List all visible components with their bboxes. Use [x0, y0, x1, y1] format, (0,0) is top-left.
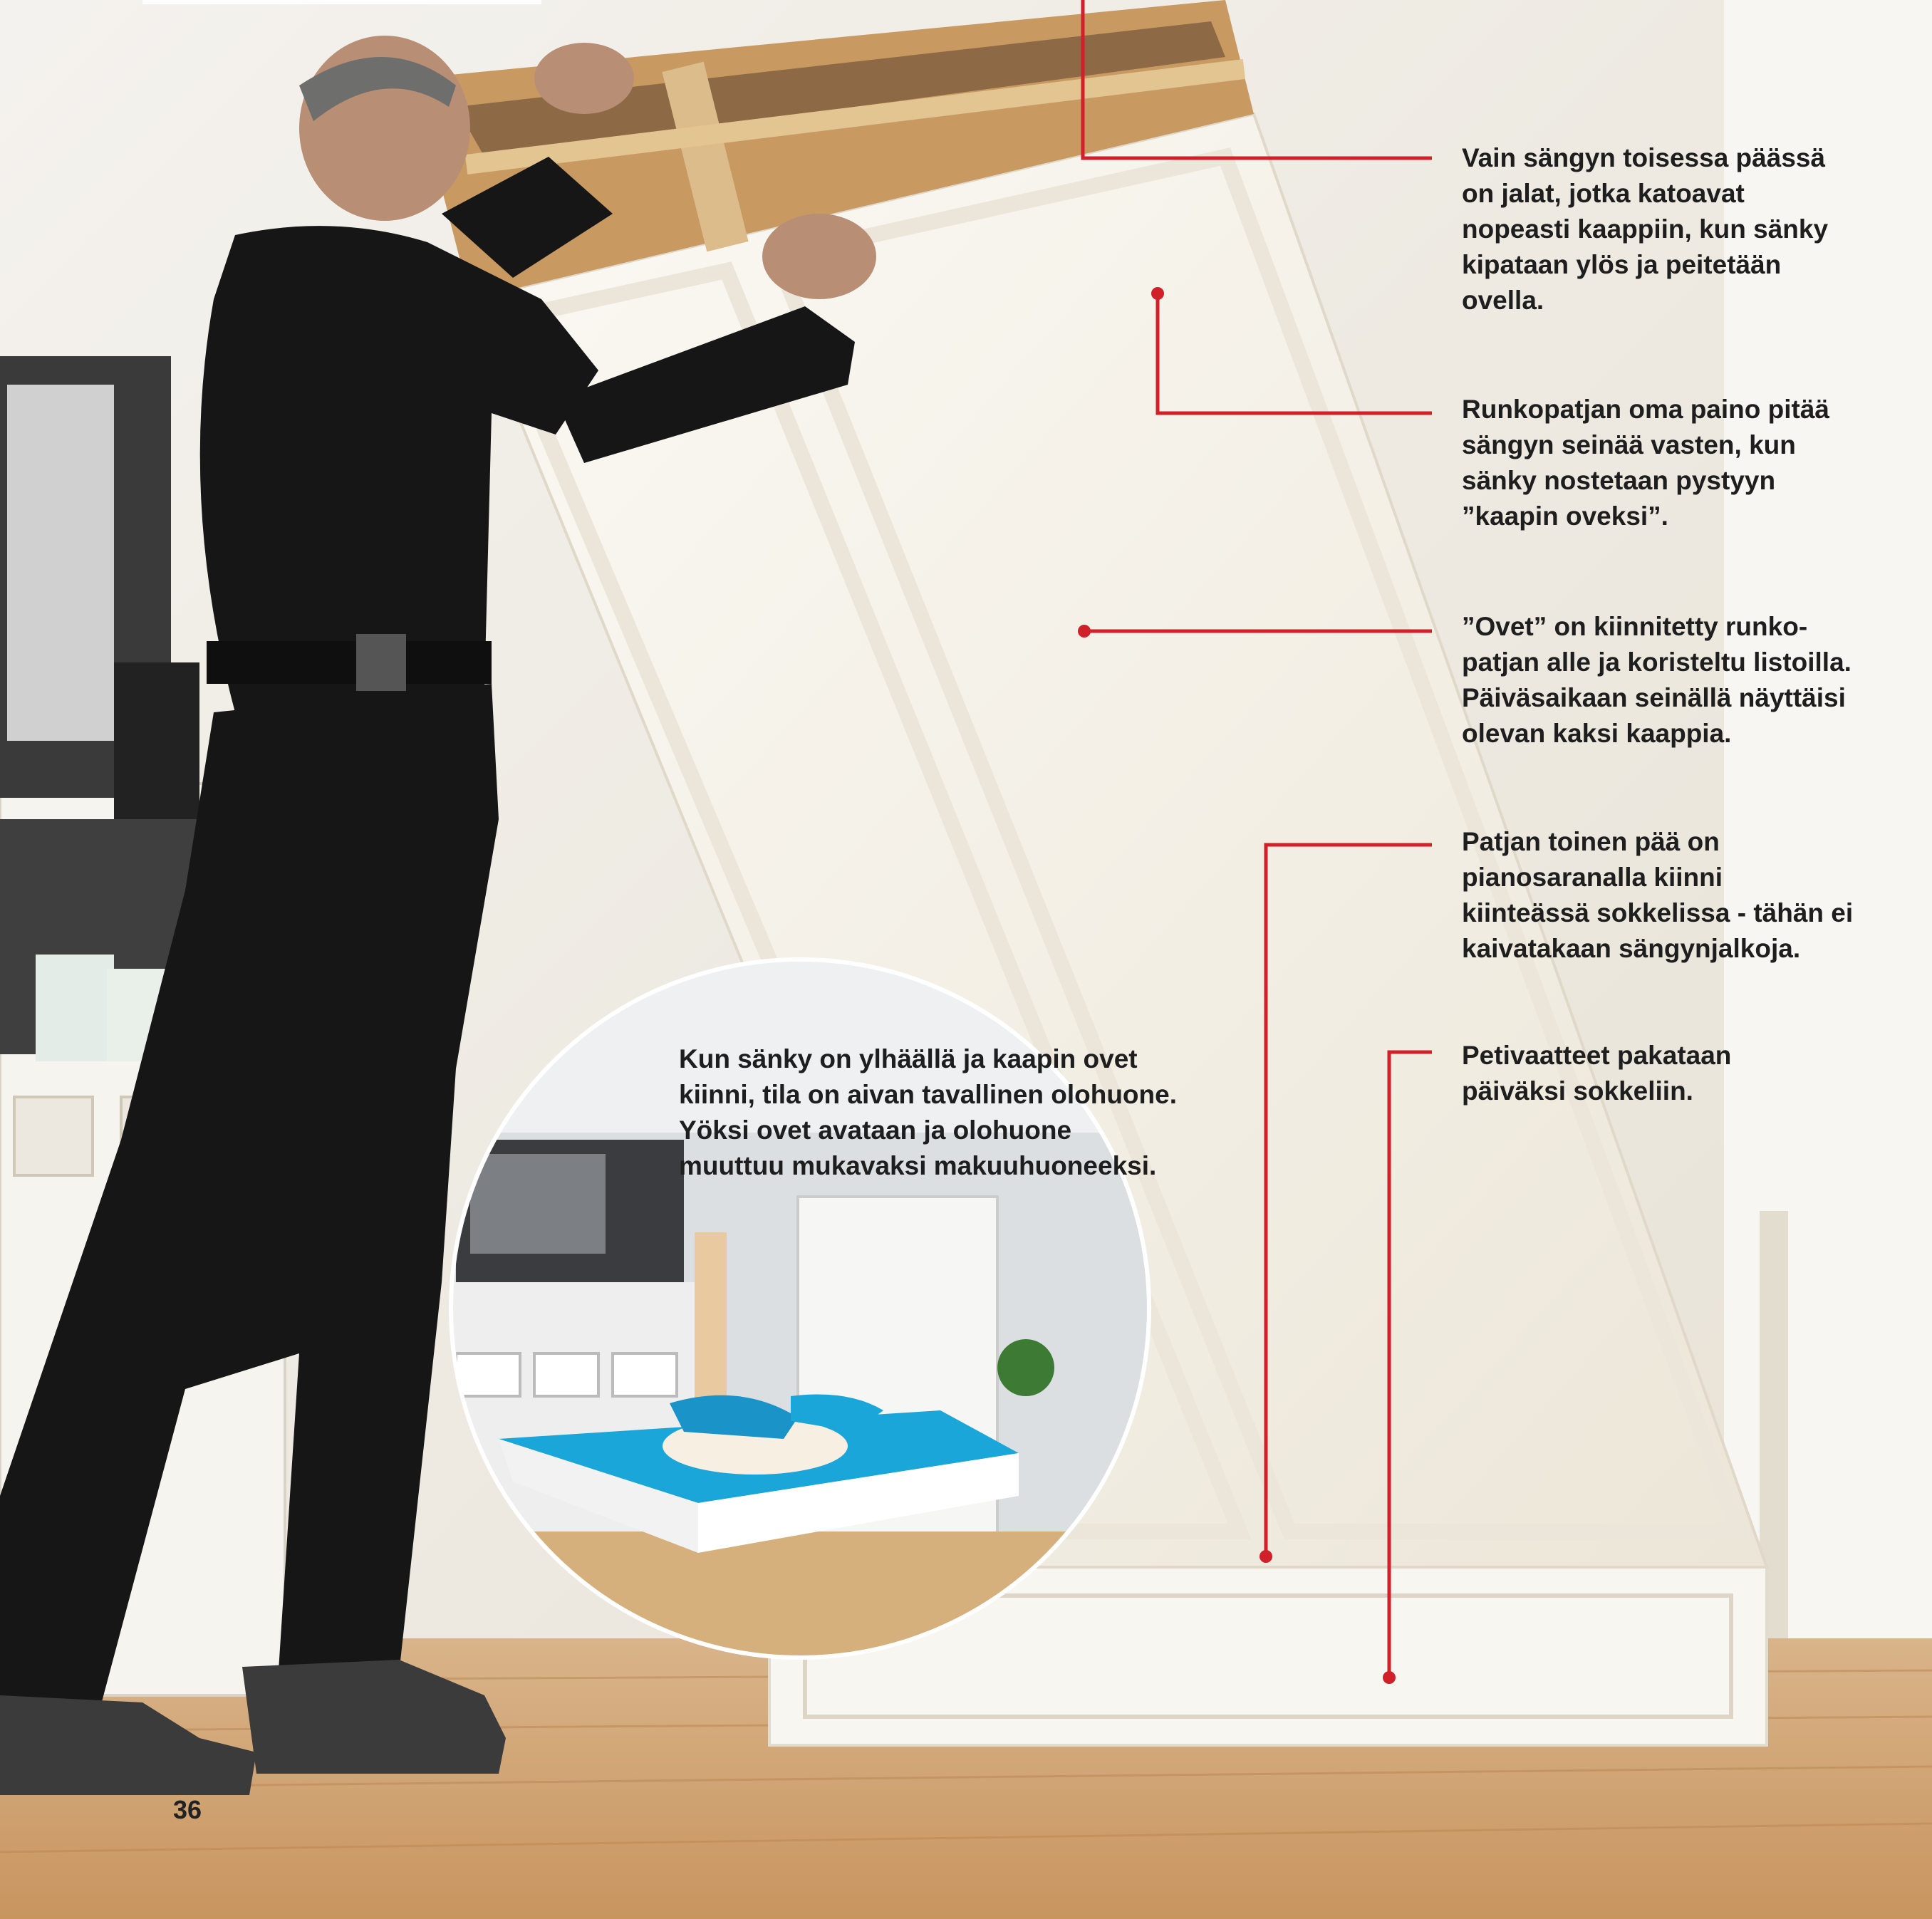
- page-number: 36: [173, 1795, 202, 1824]
- inset-caption: Kun sänky on ylhäällä ja kaapin ovet kiinni, tila on aivan tavallinen olohuone. Yöksi ovet avataan ja olohuone muuttuu mukavaksi makuuhuoneeksi.: [679, 1044, 1177, 1180]
- top-edge-bar: [142, 0, 541, 4]
- callout-weight: Runkopatjan oma paino pitää sängyn seinää vasten, kun sänky nostetaan pystyyn ”kaapin oveksi”.: [1462, 395, 1829, 531]
- callout-doors: ”Ovet” on kiinnitetty runko- patjan alle ja koristeltu listoilla. Päiväsaikaan seinällä näyttäisi olevan kaksi kaappia.: [1462, 612, 1852, 748]
- callout-legs: Vain sängyn toisessa päässä on jalat, jotka katoavat nopeasti kaappiin, kun sänky kipataan ylös ja peitetään ovella.: [1462, 143, 1829, 315]
- callout-bedding: Petivaatteet pakataan päiväksi sokkeliin.: [1462, 1041, 1732, 1106]
- callout-hinge: Patjan toinen pää on pianosaranalla kiinni kiinteässä sokkelissa - tähän ei kaivatakaan sängynjalkoja.: [1462, 827, 1854, 963]
